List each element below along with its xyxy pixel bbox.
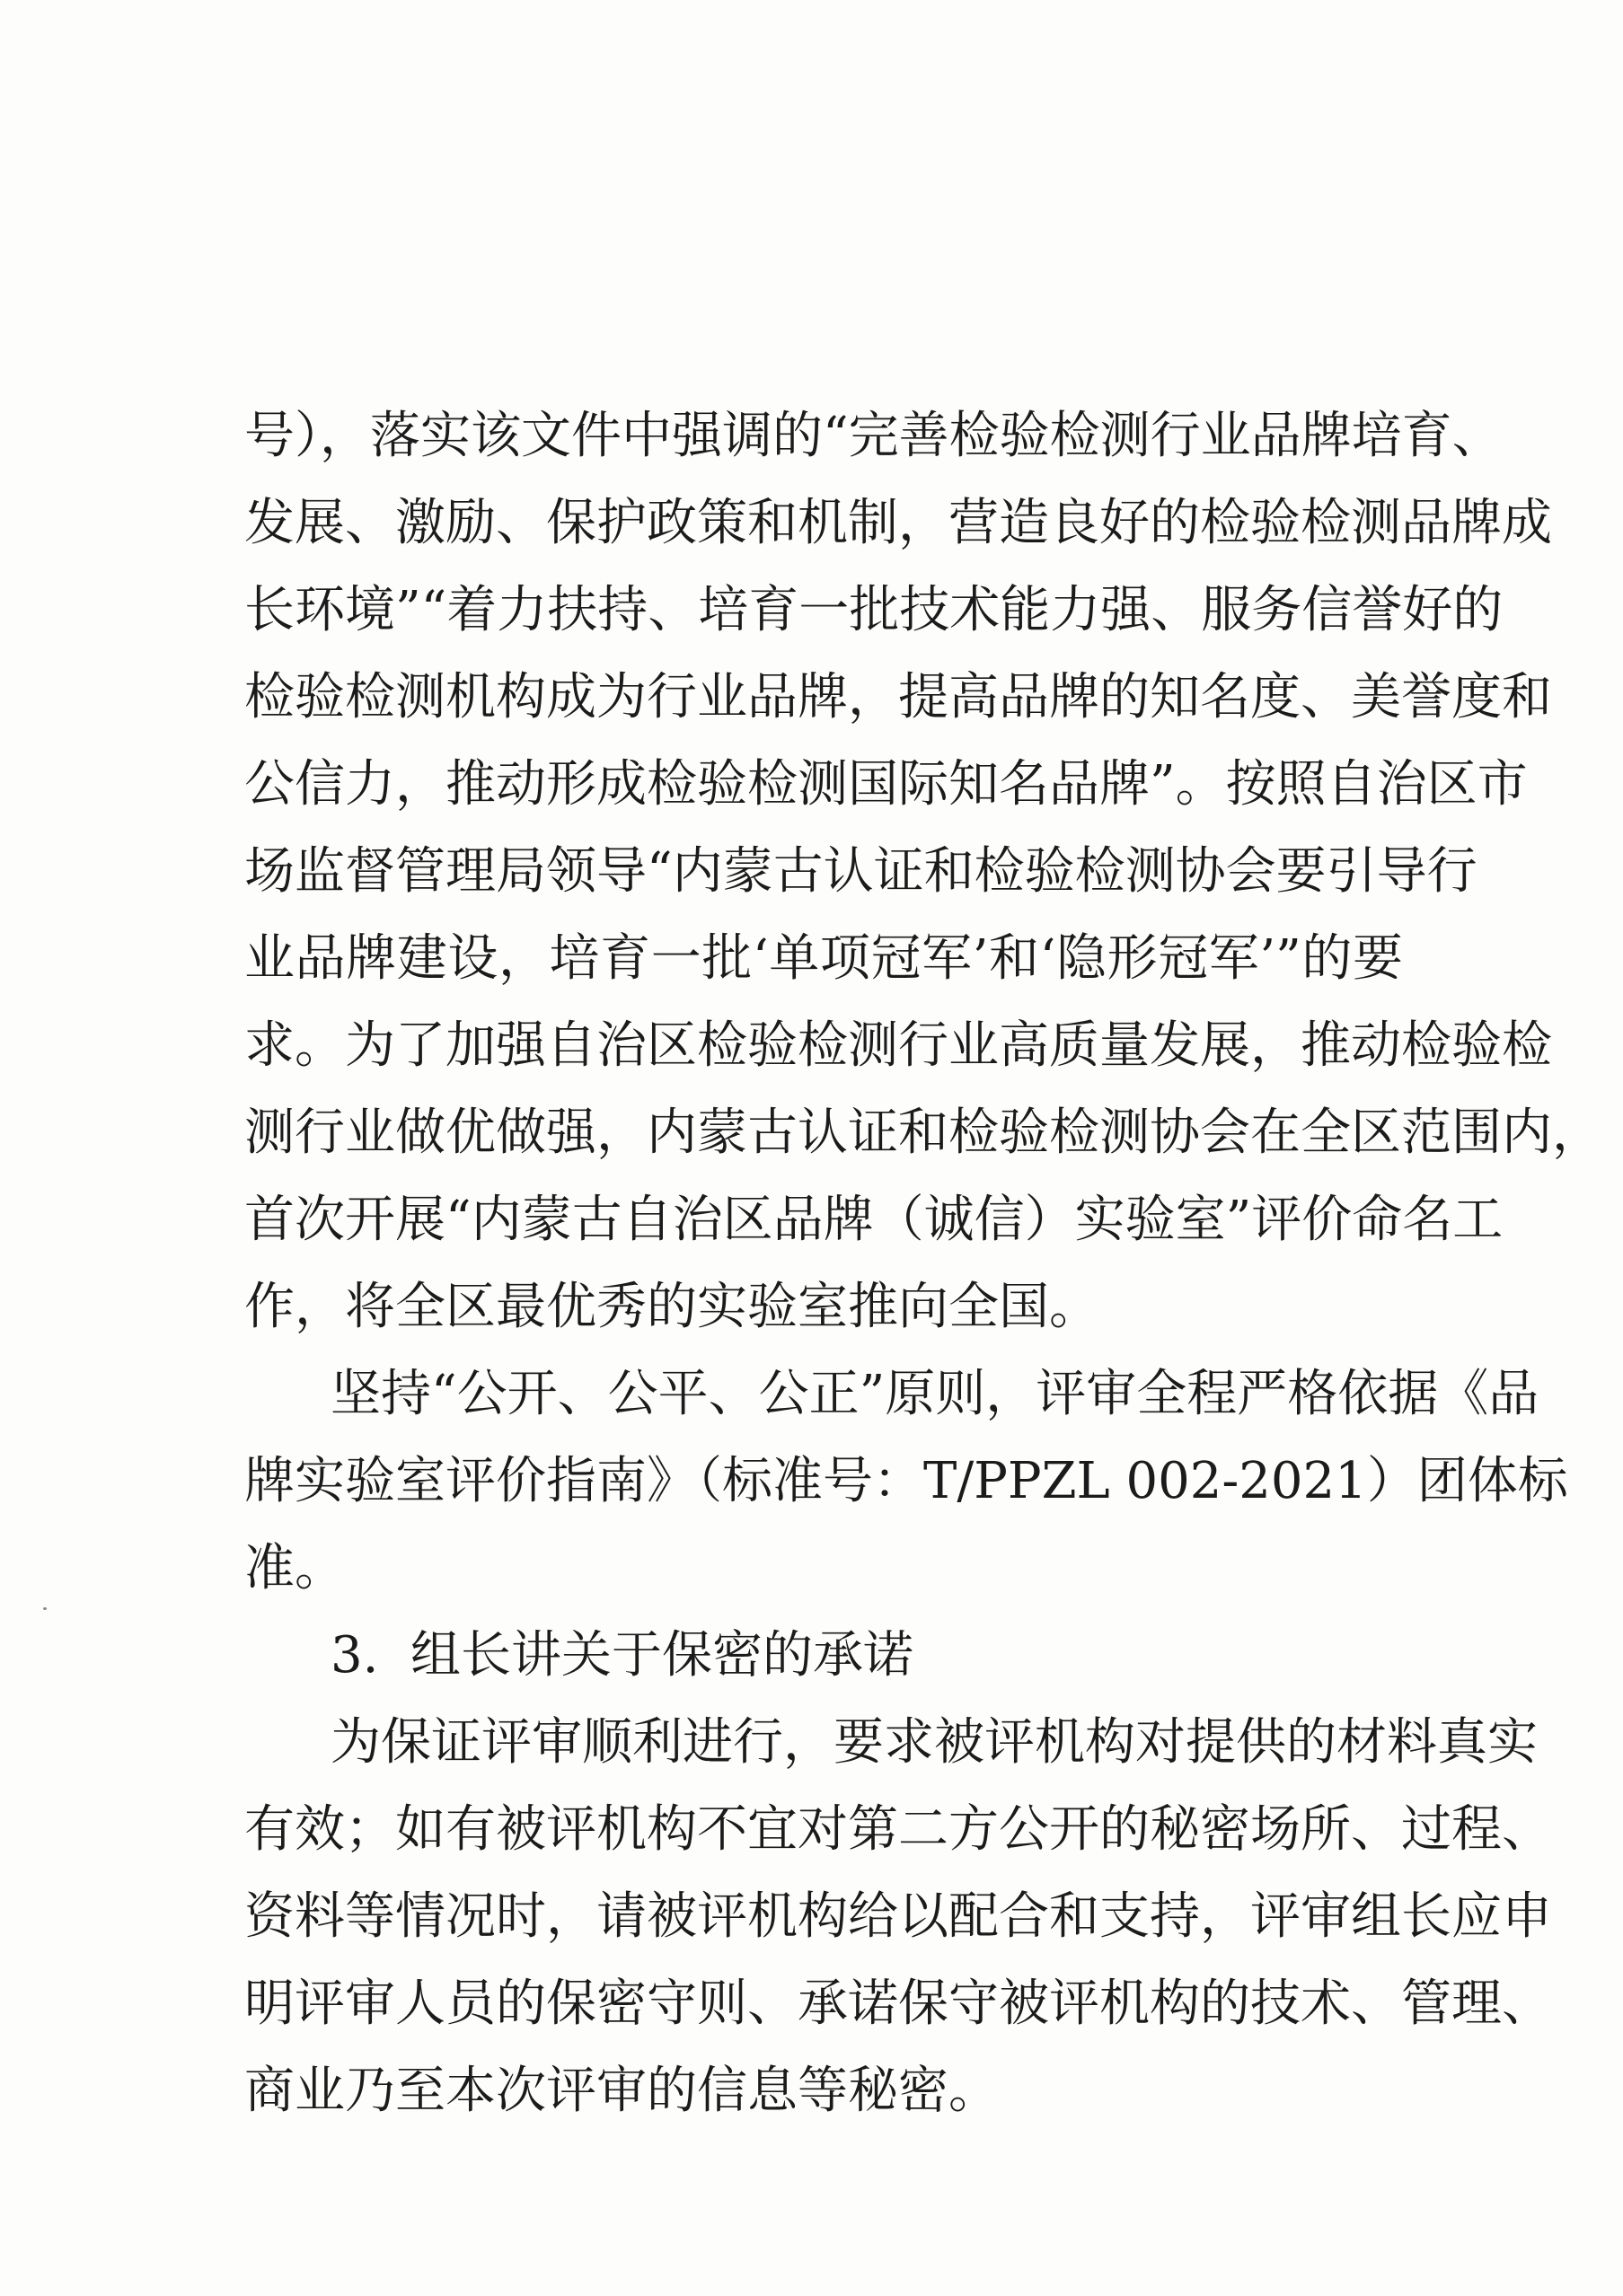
section-heading: 3. 组长讲关于保密的承诺 — [331, 1626, 914, 1685]
text-line: 资料等情况时，请被评机构给以配合和支持，评审组长应申 — [244, 1887, 1552, 1946]
text-line: 商业乃至本次评审的信息等秘密。 — [244, 2062, 999, 2120]
text-line: 检验检测机构成为行业品牌，提高品牌的知名度、美誉度和 — [244, 668, 1552, 726]
text-line: 测行业做优做强，内蒙古认证和检验检测协会在全区范围内， — [244, 1104, 1602, 1162]
text-line: 长环境”“着力扶持、培育一批技术能力强、服务信誉好的 — [244, 581, 1504, 639]
text-line: 有效；如有被评机构不宜对第二方公开的秘密场所、过程、 — [244, 1800, 1552, 1859]
text-line: 场监督管理局领导“内蒙古认证和检验检测协会要引导行 — [244, 842, 1477, 901]
text-line: 公信力，推动形成检验检测国际知名品牌”。按照自治区市 — [244, 755, 1528, 814]
text-line: 准。 — [244, 1539, 345, 1597]
text-line: 作，将全区最优秀的实验室推向全国。 — [244, 1278, 1099, 1336]
text-line: 牌实验室评价指南》（标准号：T/PPZL 002-2021）团体标 — [244, 1452, 1568, 1510]
text-line: 明评审人员的保密守则、承诺保守被评机构的技术、管理、 — [244, 1975, 1552, 2033]
text-line: 发展、激励、保护政策和机制，营造良好的检验检测品牌成 — [244, 494, 1552, 552]
scan-speck — [43, 1607, 47, 1610]
text-line: 首次开展“内蒙古自治区品牌（诚信）实验室”评价命名工 — [244, 1191, 1504, 1249]
text-line: 坚持“公开、公平、公正”原则，评审全程严格依据《品 — [331, 1365, 1539, 1423]
text-line: 求。为了加强自治区检验检测行业高质量发展，推动检验检 — [244, 1016, 1552, 1075]
text-line: 号），落实该文件中强调的“完善检验检测行业品牌培育、 — [244, 407, 1503, 465]
text-line: 为保证评审顺利进行，要求被评机构对提供的材料真实 — [331, 1713, 1538, 1772]
text-line: 业品牌建设，培育一批‘单项冠军’和‘隐形冠军’”的要 — [244, 929, 1403, 988]
